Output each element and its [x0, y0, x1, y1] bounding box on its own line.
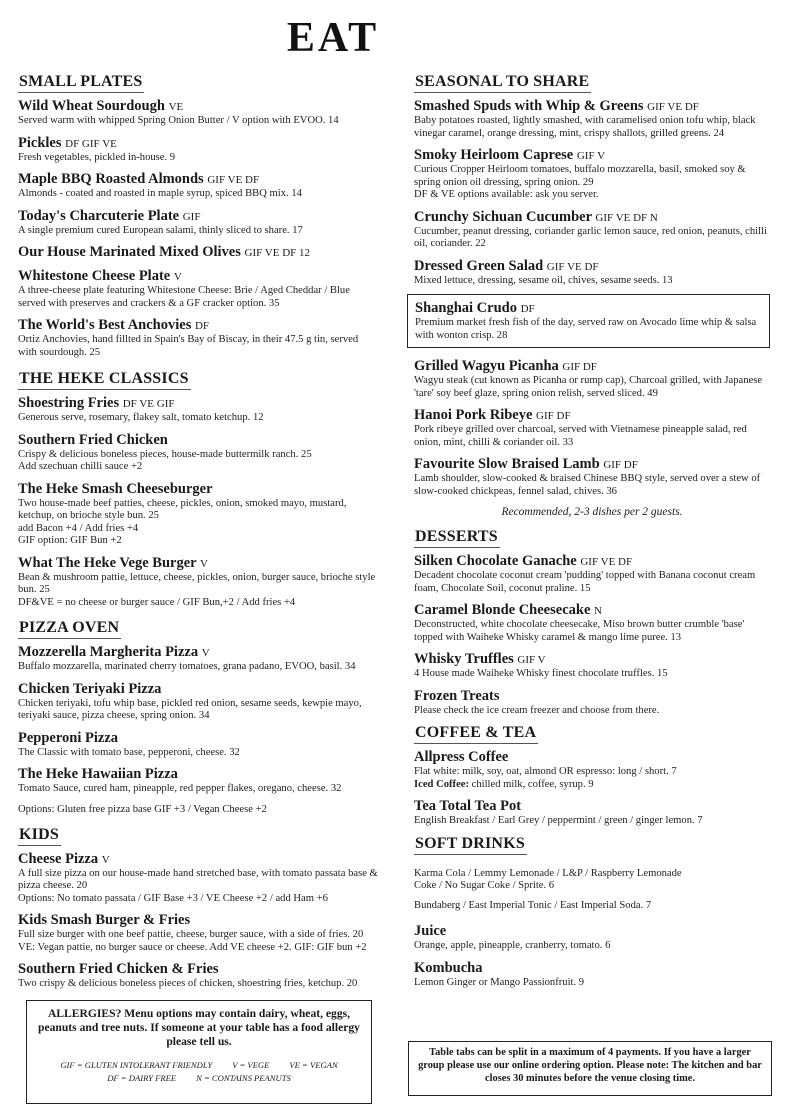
- menu-item-description: Options: No tomato passata / GIF Base +3 / VE Cheese +2 / add Ham +6: [18, 892, 328, 904]
- item-tags: GIF: [182, 210, 201, 223]
- item-title: Allpress Coffee: [414, 749, 509, 765]
- section-heading-seasonal: SEASONAL TO SHARE: [414, 73, 591, 93]
- menu-item-description: Decadent chocolate coconut cream 'pudding' topped with Banana coconut cream foam, Chocolate Soil, coconut praline. 15: [414, 570, 756, 594]
- soft-drinks-line: Coke / No Sugar Coke / Sprite. 6: [414, 880, 555, 891]
- menu-item-description: Bean & mushroom pattie, lettuce, cheese, pickles, onion, burger sauce, brioche style bun. 25: [18, 571, 376, 595]
- menu-item-name: [18, 644, 378, 661]
- menu-item-name: [18, 171, 378, 188]
- item-tags: V: [199, 557, 208, 570]
- menu-item-description: 4 House made Waiheke Whisky finest chocolate truffles. 15: [414, 668, 668, 679]
- menu-item-name: [414, 923, 770, 940]
- legend-n: N = CONTAINS PEANUTS: [196, 1073, 291, 1083]
- table-tabs-notice: Table tabs can be split in a maximum of 4 payments. If you have a larger group please use our online ordering option. Please note: The kitchen and bar closes 30 minutes before the venue closing time.: [408, 1041, 772, 1096]
- item-title: Caramel Blonde Cheesecake: [414, 602, 591, 618]
- item-tags: GIF V: [517, 654, 546, 666]
- menu-item-description: Mixed lettuce, dressing, sesame oil, chives, sesame seeds. 13: [414, 274, 673, 286]
- menu-item: [414, 553, 770, 595]
- item-tags: GIF VE DF 12: [244, 247, 311, 259]
- item-title: Southern Fried Chicken: [18, 431, 168, 448]
- item-title: The Heke Smash Cheeseburger: [18, 480, 213, 497]
- menu-item-name: [18, 912, 378, 929]
- item-tags: GIF V: [576, 150, 606, 162]
- menu-item-description: Chicken teriyaki, tofu whip base, pickled red onion, sesame seeds, kewpie mayo, teriyaki sauce, pizza cheese, spring onion. 34: [18, 697, 362, 721]
- item-title: Crunchy Sichuan Cucumber: [414, 208, 592, 225]
- menu-item-description: Pork ribeye grilled over charcoal, served with Vietnamese pineapple salad, red onion, mint, chilli & coriander oil. 33: [414, 424, 747, 448]
- page-title: EAT: [286, 15, 380, 61]
- menu-item: [18, 681, 378, 723]
- item-tags: GIF DF: [536, 410, 571, 422]
- soft-drinks-line: Bundaberg / East Imperial Tonic / East Imperial Soda. 7: [414, 899, 652, 911]
- item-title: Today's Charcuterie Plate: [18, 207, 180, 224]
- menu-item-description: Generous serve, rosemary, flakey salt, tomato ketchup. 12: [18, 412, 264, 423]
- menu-item: [414, 749, 770, 791]
- menu-item-name: [414, 553, 770, 570]
- item-title: Frozen Treats: [414, 687, 500, 704]
- menu-item-description: Lemon Ginger or Mango Passionfruit. 9: [414, 976, 585, 988]
- item-title: Whitestone Cheese Plate: [18, 268, 171, 284]
- menu-item-description: Wagyu steak (cut known as Picanha or rump cap), Charcoal grilled, with Japanese 'tare' soy beef glaze, spring onion relish, served sliced. 49: [414, 375, 763, 399]
- dietary-legend: [27, 1059, 371, 1085]
- menu-item: [414, 358, 770, 400]
- menu-item: [18, 644, 378, 674]
- menu-item: [414, 798, 770, 828]
- menu-item-name: [18, 244, 378, 261]
- item-title: Grilled Wagyu Picanha: [414, 358, 559, 374]
- item-tags: V: [173, 271, 182, 283]
- legend-gif: GIF = GLUTEN INTOLERANT FRIENDLY: [60, 1060, 213, 1070]
- menu-item-name: [414, 798, 770, 815]
- allergy-text: ALLERGIES? Menu options may contain dairy, wheat, eggs, peanuts and tree nuts. If someone at your table has a food allergy please tell us.: [38, 1007, 360, 1048]
- item-tags: GIF DF: [562, 361, 597, 373]
- menu-item-description: DF & VE options available: ask you server.: [414, 189, 599, 200]
- menu-item-description: Baby potatoes roasted, lightly smashed, with caramelised onion tofu whip, black vinegar caramel, orange dressing, mint, crispy shallots, grilled greens. 24: [414, 115, 756, 139]
- item-title: The World's Best Anchovies: [18, 317, 192, 333]
- desc-text: chilled milk, coffee, syrup. 9: [469, 778, 594, 790]
- menu-item: [18, 135, 378, 165]
- menu-item-description: Buffalo mozzarella, marinated cherry tomatoes, grana padano, EVOO, basil. 34: [18, 661, 356, 672]
- menu-item: [18, 98, 378, 128]
- menu-item: [18, 268, 378, 310]
- menu-item-name: [18, 135, 378, 152]
- item-title: Dressed Green Salad: [414, 257, 544, 274]
- item-title: The Heke Hawaiian Pizza: [18, 766, 178, 782]
- menu-item-name: [18, 851, 378, 868]
- menu-item: [18, 766, 378, 796]
- menu-item-description: Crispy & delicious boneless pieces, house-made buttermilk ranch. 25: [18, 448, 312, 460]
- menu-item-name: [18, 432, 378, 449]
- small-plates-list: [18, 98, 378, 359]
- kids-list: [18, 851, 378, 991]
- menu-item-name: [18, 98, 378, 115]
- legend-v: V = VEGE: [232, 1060, 270, 1070]
- menu-item-name: [414, 456, 770, 473]
- menu-item-name: [414, 358, 770, 375]
- menu-item-name: [18, 481, 378, 498]
- menu-item: [414, 456, 770, 498]
- menu-item-description: A single premium cured European salami, thinly sliced to share. 17: [18, 224, 303, 236]
- item-tags: VE: [168, 101, 184, 113]
- section-heading-soft-drinks: SOFT DRINKS: [414, 835, 527, 855]
- menu-item: [414, 209, 770, 251]
- item-title: Favourite Slow Braised Lamb: [414, 456, 600, 472]
- item-title: Maple BBQ Roasted Almonds: [18, 171, 204, 187]
- item-title: Tea Total Tea Pot: [414, 798, 522, 814]
- menu-item-description: A three-cheese plate featuring Whitestone Cheese: Brie / Aged Cheddar / Blue served with preserves and crackers & a GF cracker option. 35: [18, 285, 350, 309]
- menu-item: [414, 688, 770, 718]
- section-heading-small-plates: SMALL PLATES: [18, 73, 144, 93]
- menu-item-name: [18, 317, 378, 334]
- menu-item-name: [414, 147, 770, 164]
- menu-item-description: Served warm with whipped Spring Onion Butter / V option with EVOO. 14: [18, 115, 339, 126]
- menu-item-description: Curious Cropper Heirloom tomatoes, buffalo mozzarella, basil, smoked soy & spring onion oil dressing, spring onion. 29: [414, 164, 746, 188]
- menu-item-description: Premium market fresh fish of the day, served raw on Avocado lime whip & salsa with wonton crisp. 28: [415, 317, 757, 341]
- menu-item: [18, 555, 378, 610]
- item-title: Cheese Pizza: [18, 850, 99, 867]
- menu-item-description: Full size burger with one beef pattie, cheese, burger sauce, with a side of fries. 20: [18, 929, 364, 940]
- menu-item: [414, 960, 770, 990]
- menu-item-name: [18, 268, 378, 285]
- coffee-list: [414, 749, 770, 828]
- seasonal-list-2: [414, 358, 770, 498]
- section-heading-kids: KIDS: [18, 826, 61, 846]
- menu-item-name: [414, 209, 770, 226]
- menu-item-description: VE: Vegan pattie, no burger sauce or cheese. Add VE cheese +2. GIF: GIF bun +2: [18, 941, 367, 953]
- menu-item-description: Add szechuan chilli sauce +2: [18, 461, 143, 472]
- menu-item: [18, 208, 378, 238]
- menu-item-name: [415, 300, 762, 317]
- menu-item-description: Almonds - coated and roasted in maple syrup, spiced BBQ mix. 14: [18, 188, 302, 199]
- menu-item-name: [414, 651, 770, 668]
- menu-item-name: [18, 208, 378, 225]
- item-title: Whisky Truffles: [414, 651, 514, 667]
- menu-item-description: Flat white: milk, soy, oat, almond OR espresso: long / short. 7: [414, 766, 677, 777]
- legend-ve: VE = VEGAN: [289, 1060, 338, 1070]
- menu-item-description: add Bacon +4 / Add fries +4: [18, 522, 139, 534]
- menu-item: [18, 912, 378, 954]
- item-title: What The Heke Vege Burger: [18, 554, 197, 571]
- item-title: Pickles: [18, 134, 62, 151]
- menu-item-description: Deconstructed, white chocolate cheesecake, Miso brown butter crumble 'base' topped with Waiheke Whisky caramel & mango lime puree. 13: [414, 619, 745, 643]
- menu-item: [414, 602, 770, 644]
- menu-item: [414, 258, 770, 288]
- menu-item-description: GIF option: GIF Bun +2: [18, 535, 122, 546]
- menu-item: [18, 395, 378, 425]
- menu-item-description: Ortiz Anchovies, hand fillted in Spain's Bay of Biscay, in their 47.5 g tin, served with sourdough. 25: [18, 334, 359, 358]
- menu-item: [18, 730, 378, 760]
- menu-item-name: [18, 395, 378, 412]
- item-tags: DF: [520, 303, 535, 315]
- menu-item-description: English Breakfast / Earl Grey / peppermint / green / ginger lemon. 7: [414, 815, 703, 826]
- menu-item-name: [18, 555, 378, 572]
- item-title: Kids Smash Burger & Fries: [18, 912, 191, 928]
- menu-item-name: [18, 730, 378, 747]
- menu-item-description: Two house-made beef patties, cheese, pickles, onion, smoked mayo, mustard, ketchup, on brioche style bun. 25: [18, 497, 347, 521]
- item-title: Shanghai Crudo: [415, 300, 517, 316]
- menu-item: [414, 147, 770, 202]
- desserts-list: [414, 553, 770, 717]
- shanghai-crudo-box: [407, 294, 770, 348]
- item-title: Mozzerella Margherita Pizza: [18, 644, 199, 660]
- item-tags: GIF VE DF: [546, 260, 599, 273]
- item-title: Pepperoni Pizza: [18, 729, 119, 746]
- pizza-oven-list: [18, 644, 378, 796]
- item-title: Wild Wheat Sourdough: [18, 98, 165, 114]
- item-tags: DF GIF VE: [65, 137, 117, 150]
- section-heading-heke-classics: THE HEKE CLASSICS: [18, 370, 191, 390]
- menu-item-name: [414, 407, 770, 424]
- menu-item: [18, 481, 378, 548]
- item-tags: V: [201, 647, 210, 659]
- legend-df: DF = DAIRY FREE: [107, 1073, 177, 1083]
- menu-item-description: Please check the ice cream freezer and choose from there.: [414, 704, 660, 716]
- item-tags: DF VE GIF: [122, 398, 175, 410]
- menu-item-description: Cucumber, peanut dressing, coriander garlic lemon sauce, red onion, peanuts, chilli oil, coriander. 22: [414, 225, 767, 249]
- menu-item: [414, 923, 770, 953]
- section-heading-pizza-oven: PIZZA OVEN: [18, 619, 121, 639]
- item-title: Smashed Spuds with Whip & Greens: [414, 98, 644, 114]
- menu-item-name: [18, 961, 378, 978]
- menu-item-description: A full size pizza on our house-made hand stretched base, with tomato passata base & pizza cheese. 20: [18, 867, 378, 891]
- menu-item-name: [414, 602, 770, 619]
- menu-item-name: [18, 681, 378, 698]
- menu-item-description: Lamb shoulder, slow-cooked & braised Chinese BBQ style, served over a stew of slow-cooked chickpeas, fennel salad, chives. 36: [414, 473, 761, 497]
- item-title: Chicken Teriyaki Pizza: [18, 680, 162, 697]
- pizza-options-note: Options: Gluten free pizza base GIF +3 / Vegan Cheese +2: [18, 803, 267, 815]
- menu-item: [414, 407, 770, 449]
- menu-item-name: [18, 766, 378, 783]
- allergy-notice: [26, 1000, 372, 1104]
- section-heading-desserts: DESSERTS: [414, 528, 500, 548]
- menu-item-description: Two crispy & delicious boneless pieces of chicken, shoestring fries, ketchup. 20: [18, 978, 358, 989]
- menu-item: [414, 651, 770, 681]
- seasonal-list: [414, 98, 770, 287]
- menu-item-name: [414, 960, 770, 977]
- menu-item: [18, 171, 378, 201]
- item-title: Hanoi Pork Ribeye: [414, 407, 533, 423]
- menu-item: [18, 432, 378, 474]
- desc-bold: Iced Coffee:: [414, 778, 470, 790]
- menu-item: [18, 851, 378, 906]
- item-tags: GIF VE DF: [207, 174, 260, 186]
- menu-item-description: Tomato Sauce, cured ham, pineapple, red pepper flakes, oregano, cheese. 32: [18, 783, 342, 794]
- right-column: [414, 73, 770, 996]
- item-tags: V: [101, 853, 110, 866]
- menu-item-description: Fresh vegetables, pickled in-house. 9: [18, 151, 176, 163]
- item-tags: GIF DF: [603, 459, 638, 471]
- heke-classics-list: [18, 395, 378, 609]
- item-title: Juice: [414, 923, 447, 939]
- menu-item-description: DF&VE = no cheese or burger sauce / GIF Bun,+2 / Add fries +4: [18, 596, 296, 608]
- menu-item: [18, 961, 378, 991]
- item-tags: GIF VE DF: [647, 101, 699, 113]
- item-tags: N: [594, 605, 602, 617]
- item-title: Silken Chocolate Ganache: [414, 553, 577, 569]
- menu-item-name: [414, 688, 770, 705]
- menu-item: [18, 244, 378, 261]
- item-title: Our House Marinated Mixed Olives: [18, 244, 241, 260]
- menu-item-name: [414, 258, 770, 275]
- menu-item-description: The Classic with tomato base, pepperoni, cheese. 32: [18, 746, 240, 758]
- item-title: Southern Fried Chicken & Fries: [18, 961, 219, 977]
- soft-drinks-list: [414, 923, 770, 989]
- item-tags: GIF VE DF: [580, 556, 633, 568]
- menu-item: [18, 317, 378, 359]
- section-heading-coffee-tea: COFFEE & TEA: [414, 724, 538, 744]
- item-title: Kombucha: [414, 959, 483, 976]
- left-column: [18, 73, 378, 998]
- recommendation-note: Recommended, 2-3 dishes per 2 guests.: [501, 506, 683, 518]
- item-tags: DF: [194, 320, 210, 332]
- menu-item: [414, 98, 770, 140]
- soft-drinks-line: Karma Cola / Lemmy Lemonade / L&P / Raspberry Lemonade: [414, 867, 682, 879]
- menu-item-description: Orange, apple, pineapple, cranberry, tomato. 6: [414, 940, 611, 951]
- item-tags: GIF VE DF N: [595, 211, 658, 224]
- menu-item-name: [414, 749, 770, 766]
- item-title: Smoky Heirloom Caprese: [414, 147, 574, 163]
- menu-item-name: [414, 98, 770, 115]
- item-title: Shoestring Fries: [18, 395, 120, 411]
- menu-item-description: [414, 779, 770, 792]
